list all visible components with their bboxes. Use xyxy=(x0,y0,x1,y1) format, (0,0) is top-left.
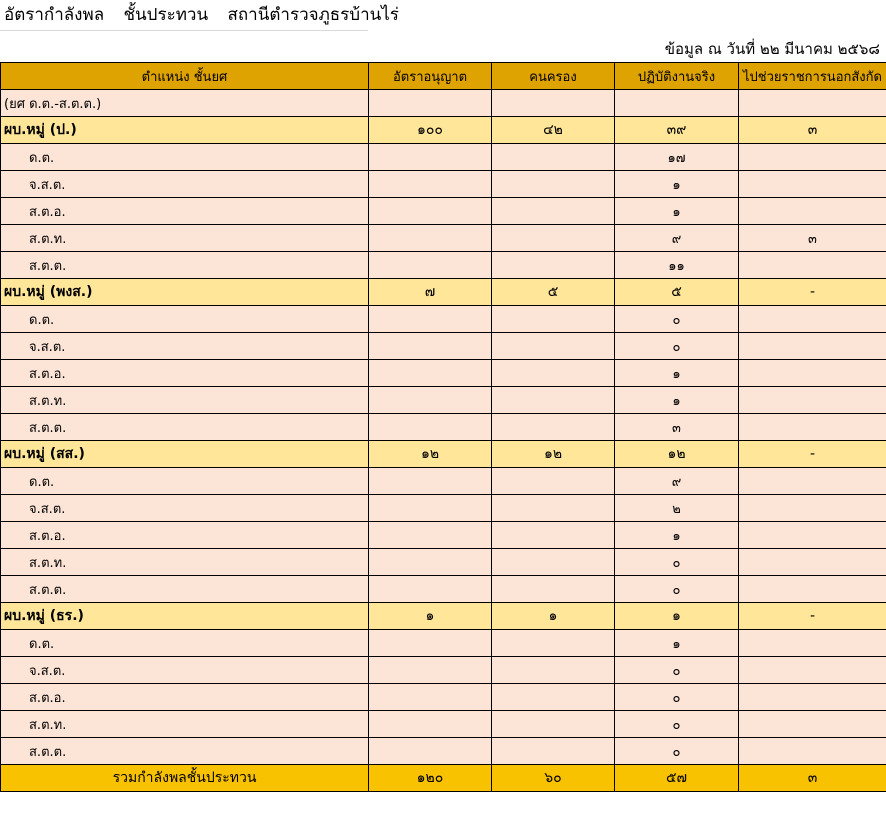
rank-outside[interactable] xyxy=(739,198,886,225)
rank-outside[interactable] xyxy=(739,333,886,360)
group-row xyxy=(1,441,886,468)
rank-label[interactable]: ส.ต.ต. xyxy=(1,252,369,279)
rank-row xyxy=(1,306,886,333)
header-outside[interactable]: ไปช่วยราชการนอกสังกัด xyxy=(739,63,886,90)
rank-actual[interactable]: ๐ xyxy=(615,657,739,684)
rank-row xyxy=(1,144,886,171)
rank-allowed[interactable] xyxy=(369,198,492,225)
rank-actual[interactable]: ๑๗ xyxy=(615,144,739,171)
rank-row xyxy=(1,198,886,225)
header-row xyxy=(1,63,886,90)
group-actual[interactable]: ๑ xyxy=(615,603,739,630)
rank-label[interactable]: ส.ต.ต. xyxy=(1,576,369,603)
group-label[interactable]: ผบ.หมู่ (ป.) xyxy=(1,117,369,144)
rank-held[interactable] xyxy=(492,306,615,333)
group-actual[interactable]: ๓๙ xyxy=(615,117,739,144)
rank-actual[interactable]: ๐ xyxy=(615,711,739,738)
rank-label[interactable]: ด.ต. xyxy=(1,630,369,657)
rank-held[interactable] xyxy=(492,549,615,576)
rank-label[interactable]: ส.ต.อ. xyxy=(1,522,369,549)
rank-held[interactable] xyxy=(492,711,615,738)
rank-actual[interactable]: ๑ xyxy=(615,387,739,414)
rank-label[interactable]: จ.ส.ต. xyxy=(1,495,369,522)
rank-outside[interactable] xyxy=(739,549,886,576)
rank-row xyxy=(1,252,886,279)
group-label[interactable]: ผบ.หมู่ (ธร.) xyxy=(1,603,369,630)
rank-held[interactable] xyxy=(492,333,615,360)
rank-outside[interactable] xyxy=(739,684,886,711)
title-part-2: ชั้นประทวน xyxy=(123,5,209,25)
group-label[interactable]: ผบ.หมู่ (สส.) xyxy=(1,441,369,468)
group-outside[interactable]: ๓ xyxy=(739,117,886,144)
note-row xyxy=(1,90,886,117)
group-allowed[interactable]: ๗ xyxy=(369,279,492,306)
rank-actual[interactable]: ๐ xyxy=(615,549,739,576)
group-outside[interactable]: - xyxy=(739,603,886,630)
rank-outside[interactable] xyxy=(739,495,886,522)
rank-allowed[interactable] xyxy=(369,630,492,657)
rank-row xyxy=(1,495,886,522)
note-cell[interactable]: (ยศ ด.ต.-ส.ต.ต.) xyxy=(1,90,369,117)
rank-allowed[interactable] xyxy=(369,360,492,387)
rank-held[interactable] xyxy=(492,738,615,765)
rank-allowed[interactable] xyxy=(369,225,492,252)
rank-label[interactable]: จ.ส.ต. xyxy=(1,657,369,684)
rank-label[interactable]: ส.ต.ท. xyxy=(1,549,369,576)
group-held[interactable]: ๑๒ xyxy=(492,441,615,468)
rank-outside[interactable] xyxy=(739,144,886,171)
rank-outside[interactable] xyxy=(739,522,886,549)
rank-outside[interactable] xyxy=(739,171,886,198)
rank-outside[interactable] xyxy=(739,657,886,684)
rank-allowed[interactable] xyxy=(369,576,492,603)
manpower-table xyxy=(0,62,886,792)
rank-row xyxy=(1,468,886,495)
cell[interactable] xyxy=(492,90,615,117)
rank-row xyxy=(1,225,886,252)
rank-held[interactable] xyxy=(492,522,615,549)
rank-row xyxy=(1,630,886,657)
rank-outside[interactable] xyxy=(739,360,886,387)
rank-label[interactable]: จ.ส.ต. xyxy=(1,333,369,360)
group-outside[interactable]: - xyxy=(739,279,886,306)
group-actual[interactable]: ๑๒ xyxy=(615,441,739,468)
rank-outside[interactable] xyxy=(739,306,886,333)
rank-actual[interactable]: ๒ xyxy=(615,495,739,522)
rank-actual[interactable]: ๙ xyxy=(615,225,739,252)
title-part-3: สถานีตำรวจภูธรบ้านไร่ xyxy=(227,5,399,25)
rank-allowed[interactable] xyxy=(369,333,492,360)
total-allowed[interactable]: ๑๒๐ xyxy=(369,765,492,792)
rank-label[interactable]: ส.ต.อ. xyxy=(1,360,369,387)
cell[interactable] xyxy=(739,90,886,117)
rank-label[interactable]: ส.ต.ท. xyxy=(1,387,369,414)
rank-row xyxy=(1,657,886,684)
rank-row xyxy=(1,711,886,738)
rank-allowed[interactable] xyxy=(369,171,492,198)
rank-label[interactable]: ส.ต.อ. xyxy=(1,684,369,711)
rank-label[interactable]: ด.ต. xyxy=(1,144,369,171)
rank-actual[interactable]: ๑ xyxy=(615,171,739,198)
rank-actual[interactable]: ๑ xyxy=(615,198,739,225)
rank-held[interactable] xyxy=(492,171,615,198)
group-held[interactable]: ๑ xyxy=(492,603,615,630)
header-held[interactable]: คนครอง xyxy=(492,63,615,90)
header-actual[interactable]: ปฏิบัติงานจริง xyxy=(615,63,739,90)
rank-outside[interactable] xyxy=(739,576,886,603)
group-allowed[interactable]: ๑๐๐ xyxy=(369,117,492,144)
rank-allowed[interactable] xyxy=(369,414,492,441)
rank-held[interactable] xyxy=(492,495,615,522)
rank-row xyxy=(1,171,886,198)
rank-allowed[interactable] xyxy=(369,252,492,279)
group-allowed[interactable]: ๑ xyxy=(369,603,492,630)
data-date: ข้อมูล ณ วันที่ ๒๒ มีนาคม ๒๕๖๘ xyxy=(664,40,880,58)
rank-actual[interactable]: ๐ xyxy=(615,333,739,360)
rank-allowed[interactable] xyxy=(369,657,492,684)
header-position[interactable]: ตำแหน่ง ชั้นยศ xyxy=(1,63,369,90)
rank-actual[interactable]: ๐ xyxy=(615,576,739,603)
rank-label[interactable]: ส.ต.ต. xyxy=(1,738,369,765)
rank-label[interactable]: ส.ต.ท. xyxy=(1,711,369,738)
rank-label[interactable]: ส.ต.ต. xyxy=(1,414,369,441)
rank-allowed[interactable] xyxy=(369,522,492,549)
rank-row xyxy=(1,333,886,360)
rank-label[interactable]: จ.ส.ต. xyxy=(1,171,369,198)
rank-allowed[interactable] xyxy=(369,468,492,495)
rank-actual[interactable]: ๙ xyxy=(615,468,739,495)
rank-held[interactable] xyxy=(492,387,615,414)
total-outside[interactable]: ๓ xyxy=(739,765,886,792)
group-row xyxy=(1,279,886,306)
group-label[interactable]: ผบ.หมู่ (พงส.) xyxy=(1,279,369,306)
total-row xyxy=(1,765,886,792)
header-allowed[interactable]: อัตราอนุญาต xyxy=(369,63,492,90)
rank-row xyxy=(1,738,886,765)
rank-label[interactable]: ส.ต.ท. xyxy=(1,225,369,252)
rank-actual[interactable]: ๐ xyxy=(615,738,739,765)
rank-row xyxy=(1,522,886,549)
rank-actual[interactable]: ๑ xyxy=(615,522,739,549)
rank-actual[interactable]: ๑ xyxy=(615,360,739,387)
group-outside[interactable]: - xyxy=(739,441,886,468)
rank-held[interactable] xyxy=(492,684,615,711)
total-actual[interactable]: ๕๗ xyxy=(615,765,739,792)
group-held[interactable]: ๕ xyxy=(492,279,615,306)
rank-allowed[interactable] xyxy=(369,387,492,414)
total-label[interactable]: รวมกำลังพลชั้นประทวน xyxy=(1,765,369,792)
rank-outside[interactable]: ๓ xyxy=(739,225,886,252)
group-actual[interactable]: ๕ xyxy=(615,279,739,306)
rank-outside[interactable] xyxy=(739,414,886,441)
cell[interactable] xyxy=(615,90,739,117)
rank-row xyxy=(1,360,886,387)
rank-held[interactable] xyxy=(492,360,615,387)
rank-outside[interactable] xyxy=(739,468,886,495)
title-part-1: อัตรากำลังพล xyxy=(4,5,105,25)
rank-held[interactable] xyxy=(492,144,615,171)
rank-actual[interactable]: ๐ xyxy=(615,684,739,711)
rank-allowed[interactable] xyxy=(369,684,492,711)
rank-row xyxy=(1,684,886,711)
rank-actual[interactable]: ๓ xyxy=(615,414,739,441)
cell[interactable] xyxy=(369,90,492,117)
rank-actual[interactable]: ๑๑ xyxy=(615,252,739,279)
rank-allowed[interactable] xyxy=(369,144,492,171)
rank-held[interactable] xyxy=(492,225,615,252)
rank-row xyxy=(1,576,886,603)
rank-outside[interactable] xyxy=(739,738,886,765)
rank-row xyxy=(1,387,886,414)
rank-held[interactable] xyxy=(492,657,615,684)
rank-row xyxy=(1,549,886,576)
rank-allowed[interactable] xyxy=(369,495,492,522)
rank-held[interactable] xyxy=(492,576,615,603)
rank-held[interactable] xyxy=(492,468,615,495)
rank-label[interactable]: ด.ต. xyxy=(1,306,369,333)
rank-actual[interactable]: ๑ xyxy=(615,630,739,657)
group-allowed[interactable]: ๑๒ xyxy=(369,441,492,468)
rank-allowed[interactable] xyxy=(369,306,492,333)
rank-allowed[interactable] xyxy=(369,549,492,576)
rank-held[interactable] xyxy=(492,414,615,441)
rank-label[interactable]: ส.ต.อ. xyxy=(1,198,369,225)
rank-row xyxy=(1,414,886,441)
rank-held[interactable] xyxy=(492,252,615,279)
rank-allowed[interactable] xyxy=(369,711,492,738)
rank-label[interactable]: ด.ต. xyxy=(1,468,369,495)
sheet-title xyxy=(0,0,399,31)
total-held[interactable]: ๖๐ xyxy=(492,765,615,792)
group-held[interactable]: ๔๒ xyxy=(492,117,615,144)
rank-outside[interactable] xyxy=(739,711,886,738)
rank-allowed[interactable] xyxy=(369,738,492,765)
rank-actual[interactable]: ๐ xyxy=(615,306,739,333)
rank-held[interactable] xyxy=(492,198,615,225)
group-row xyxy=(1,603,886,630)
group-row xyxy=(1,117,886,144)
rank-outside[interactable] xyxy=(739,252,886,279)
rank-outside[interactable] xyxy=(739,630,886,657)
rank-held[interactable] xyxy=(492,630,615,657)
rank-outside[interactable] xyxy=(739,387,886,414)
